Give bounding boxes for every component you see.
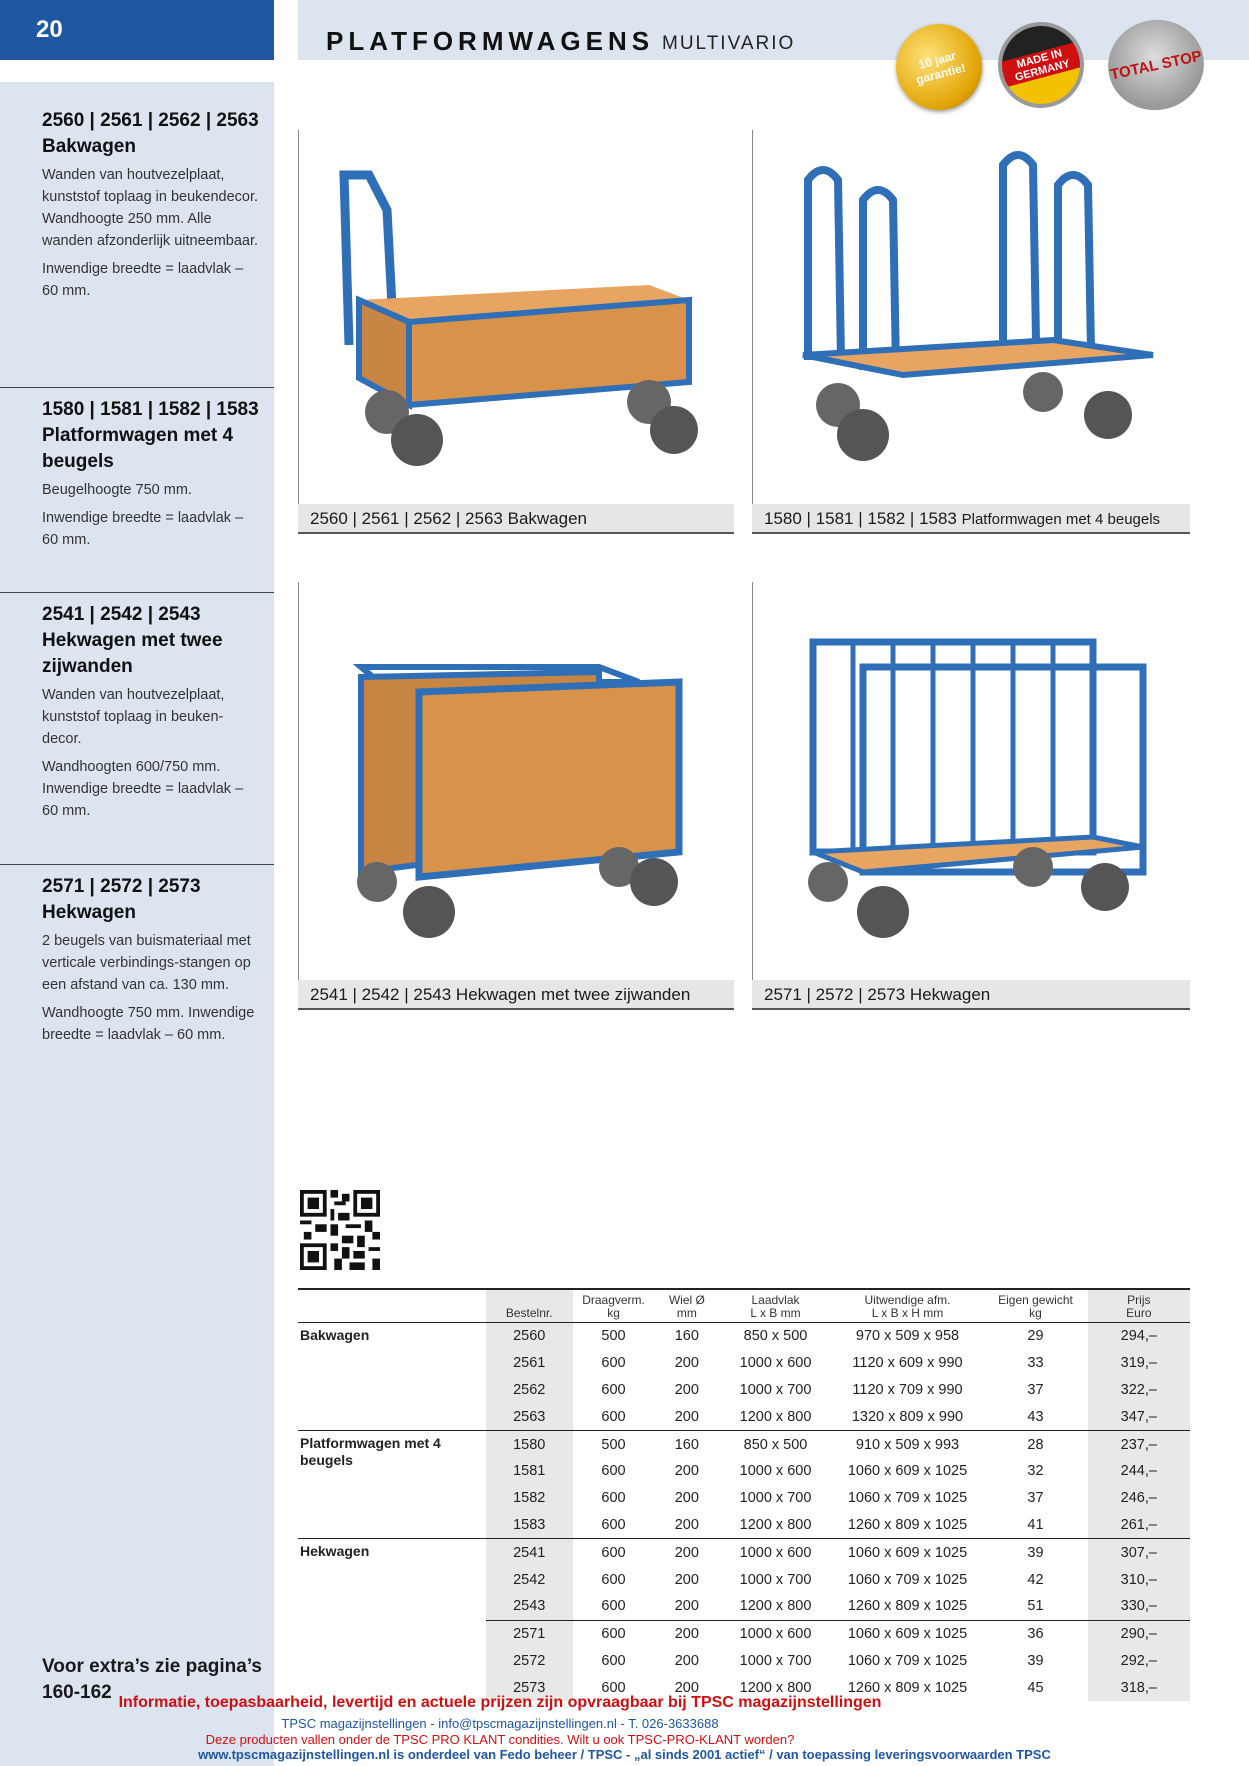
description-text: Beugelhoogte 750 mm. (42, 482, 192, 498)
cell-gewicht: 43 (1027, 1408, 1044, 1425)
cell-prijs: 319,– (1088, 1350, 1190, 1377)
cell-gewicht: 37 (1027, 1381, 1044, 1398)
cell-draagverm: 600 (601, 1516, 626, 1533)
cell-bestelnr: 2541 (486, 1539, 573, 1566)
cell-laadvlak: 1200 x 800 (739, 1598, 812, 1615)
description-text: Wanden van houtvezelplaat, kunststof toplaag in beuken-decor. (42, 687, 225, 747)
divider (0, 592, 274, 593)
photo-caption (298, 980, 734, 1010)
group-name: Platformwagen met 4 beugels (298, 1431, 486, 1539)
cell-wiel: 200 (674, 1381, 699, 1398)
sidebar-section-platformwagen (42, 397, 262, 557)
caption-name: Bakwagen (507, 509, 587, 528)
header-uitwendig: Uitwendige afm. L x B x H mm (832, 1289, 984, 1323)
total-stop-badge-icon: TOTAL STOP (1100, 11, 1213, 119)
table-row (298, 1431, 1190, 1458)
cell-uitwendig: 1260 x 809 x 1025 (847, 1598, 968, 1615)
section-name: Bakwagen (42, 136, 136, 157)
cell-bestelnr: 1582 (486, 1485, 573, 1512)
cell-prijs: 318,– (1088, 1674, 1190, 1701)
photo-caption (298, 504, 734, 534)
caption-name: Platformwagen met 4 beugels (961, 511, 1161, 528)
cell-wiel: 200 (674, 1598, 699, 1615)
cell-bestelnr: 1583 (486, 1512, 573, 1539)
cell-laadvlak: 1000 x 600 (739, 1355, 812, 1372)
cell-bestelnr: 2562 (486, 1377, 573, 1404)
divider (0, 864, 274, 865)
cell-laadvlak: 1000 x 700 (739, 1652, 812, 1669)
cell-uitwendig: 1060 x 609 x 1025 (832, 1539, 984, 1566)
specifications-table (298, 1288, 1190, 1701)
description-text: Wanden van houtvezelplaat, kunststof toplaag in beukendecor. Wandhoogte 250 mm. Alle wanden afzonderlijk uitneembaar. (42, 167, 259, 249)
group-name (298, 1620, 486, 1701)
cell-laadvlak: 1000 x 700 (739, 1381, 812, 1398)
cell-prijs: 246,– (1088, 1485, 1190, 1512)
cell-wiel: 200 (674, 1652, 699, 1669)
sidebar-section-hekwagen-zijwanden (42, 602, 262, 828)
cell-uitwendig: 910 x 509 x 993 (832, 1431, 984, 1458)
cell-prijs: 290,– (1088, 1620, 1190, 1647)
cell-prijs: 347,– (1088, 1403, 1190, 1430)
cell-prijs: 294,– (1088, 1323, 1190, 1350)
section-number: 1580 | 1581 | 1582 | 1583 (42, 399, 259, 420)
cell-bestelnr: 2542 (486, 1566, 573, 1593)
cell-uitwendig: 1260 x 809 x 1025 (847, 1516, 968, 1533)
cell-laadvlak: 1000 x 600 (719, 1539, 831, 1566)
cell-gewicht: 42 (1027, 1571, 1044, 1588)
photo-caption (752, 504, 1190, 534)
header-draagverm: Draagverm. kg (573, 1289, 655, 1323)
cell-draagverm: 500 (601, 1328, 626, 1345)
cell-bestelnr: 2543 (486, 1593, 573, 1620)
cell-prijs: 330,– (1088, 1593, 1190, 1620)
cell-wiel: 200 (654, 1620, 719, 1647)
photo-caption (752, 980, 1190, 1010)
cell-laadvlak: 1200 x 800 (739, 1679, 812, 1696)
cell-wiel: 200 (674, 1571, 699, 1588)
sidebar-footer-note: Voor extra’s zie pagina’s 160-162 (42, 1656, 262, 1703)
table-body (298, 1323, 1190, 1702)
cell-laadvlak: 1200 x 800 (739, 1516, 812, 1533)
header-bestelnr: Bestelnr. (486, 1289, 573, 1323)
cell-draagverm: 600 (601, 1381, 626, 1398)
group-header (298, 1289, 486, 1323)
footer-info-line: Informatie, toepasbaarheid, levertijd en actuele prijzen zijn opvraagbaar bij TPSC magazijnstellingen (118, 1694, 882, 1711)
caption-name: Hekwagen met twee zijwanden (455, 985, 691, 1004)
garantie-badge-icon: 10 jaar garantie! (886, 14, 991, 119)
header-wiel: Wiel Ø mm (654, 1289, 719, 1323)
cell-laadvlak: 850 x 500 (743, 1328, 808, 1345)
cell-gewicht: 39 (983, 1539, 1087, 1566)
cell-gewicht: 41 (1027, 1516, 1044, 1533)
cell-draagverm: 600 (601, 1355, 626, 1372)
cell-prijs: 322,– (1088, 1377, 1190, 1404)
cell-bestelnr: 1581 (486, 1458, 573, 1485)
cell-uitwendig: 1120 x 609 x 990 (852, 1355, 963, 1372)
cell-uitwendig: 1060 x 709 x 1025 (847, 1652, 968, 1669)
cell-wiel: 160 (654, 1431, 719, 1458)
cell-draagverm: 600 (601, 1490, 626, 1507)
cell-wiel: 200 (674, 1679, 699, 1696)
cell-draagverm: 600 (601, 1571, 626, 1588)
cell-bestelnr: 2572 (486, 1648, 573, 1675)
product-photo-hekwagen-zijwanden (298, 582, 735, 980)
group-name: Hekwagen (298, 1539, 486, 1620)
cell-gewicht: 51 (1027, 1598, 1044, 1615)
description-text: Wandhoogte 750 mm. Inwendige breedte = laadvlak – 60 mm. (42, 1005, 255, 1043)
table-header-row (298, 1289, 1190, 1323)
section-description (42, 930, 262, 1046)
cell-wiel: 200 (674, 1463, 699, 1480)
cell-uitwendig: 970 x 509 x 958 (855, 1328, 960, 1345)
cell-bestelnr: 1580 (486, 1431, 573, 1458)
section-description (42, 684, 262, 822)
section-name: Hekwagen (42, 902, 136, 923)
cell-wiel: 200 (654, 1539, 719, 1566)
cell-gewicht: 33 (1027, 1355, 1044, 1372)
cell-draagverm: 600 (601, 1652, 626, 1669)
section-description (42, 164, 262, 302)
cell-gewicht: 28 (983, 1431, 1087, 1458)
cell-uitwendig: 1060 x 709 x 1025 (847, 1571, 968, 1588)
cell-prijs: 261,– (1088, 1512, 1190, 1539)
cell-wiel: 200 (674, 1516, 699, 1533)
cell-laadvlak: 1200 x 800 (739, 1408, 812, 1425)
caption-number: 2560 | 2561 | 2562 | 2563 (310, 509, 503, 528)
cell-gewicht: 37 (1027, 1490, 1044, 1507)
cell-gewicht: 39 (1027, 1652, 1044, 1669)
header-prijs: Prijs Euro (1088, 1289, 1190, 1323)
footer-website-line[interactable]: www.tpscmagazijnstellingen.nl is onderdeel van Fedo beheer / TPSC - „al sinds 2001 actief“ / van toepassing leveringsvoorwaarden TPSC (198, 1747, 1051, 1762)
bakwagen-illustration (299, 130, 735, 504)
footer-contact-line[interactable]: TPSC magazijnstellingen - info@tpscmagazijnstellingen.nl - T. 026-3633688 (281, 1716, 719, 1731)
header-laadvlak: Laadvlak L x B mm (719, 1289, 831, 1323)
section-number: 2560 | 2561 | 2562 | 2563 (42, 110, 259, 131)
cell-uitwendig: 1060 x 609 x 1025 (847, 1463, 968, 1480)
cell-uitwendig: 1260 x 809 x 1025 (847, 1679, 968, 1696)
footer-pro-klant-line: Deze producten vallen onder de TPSC PRO KLANT condities. Wilt u ook TPSC-PRO-KLANT worden? (205, 1732, 795, 1747)
section-name: Hekwagen met twee zijwanden (42, 630, 223, 677)
divider (0, 387, 274, 388)
cell-laadvlak: 1000 x 700 (739, 1571, 812, 1588)
cell-draagverm: 600 (573, 1620, 655, 1647)
group-name: Bakwagen (300, 1327, 370, 1343)
cell-bestelnr: 2573 (486, 1674, 573, 1701)
platformwagen-illustration (753, 130, 1191, 504)
cell-prijs: 237,– (1088, 1431, 1190, 1458)
table-row (298, 1539, 1190, 1566)
caption-number: 2541 | 2542 | 2543 (310, 985, 452, 1004)
page-title: PLATFORMWAGENS (326, 26, 655, 56)
cell-draagverm: 600 (573, 1539, 655, 1566)
cell-wiel: 200 (674, 1408, 699, 1425)
table-row (298, 1620, 1190, 1647)
page-number: 20 (0, 0, 274, 60)
cell-prijs: 244,– (1088, 1458, 1190, 1485)
hekwagen-zijwanden-illustration (299, 582, 735, 980)
cell-bestelnr: 2571 (486, 1620, 573, 1647)
caption-name: Hekwagen (909, 985, 991, 1004)
header-gewicht: Eigen gewicht kg (983, 1289, 1087, 1323)
cell-laadvlak: 1000 x 600 (719, 1620, 831, 1647)
cell-prijs: 292,– (1088, 1648, 1190, 1675)
description-text: 2 beugels van buismateriaal met verticale verbindings-stangen op een afstand van ca. 130 mm. (42, 933, 251, 993)
qr-code-icon[interactable] (300, 1190, 380, 1270)
hekwagen-illustration (753, 582, 1191, 980)
cell-prijs: 310,– (1088, 1566, 1190, 1593)
cell-prijs: 307,– (1088, 1539, 1190, 1566)
cell-draagverm: 600 (601, 1679, 626, 1696)
description-text: Inwendige breedte = laadvlak – 60 mm. (42, 510, 244, 548)
cell-gewicht: 29 (1027, 1328, 1044, 1345)
made-in-germany-badge-icon: MADE IN GERMANY (988, 12, 1093, 117)
sidebar-section-bakwagen (42, 108, 262, 308)
cell-uitwendig: 1060 x 709 x 1025 (847, 1490, 968, 1507)
section-number: 2541 | 2542 | 2543 (42, 604, 201, 625)
cell-gewicht: 32 (1027, 1463, 1044, 1480)
cell-draagverm: 600 (601, 1463, 626, 1480)
product-photo-bakwagen (298, 130, 735, 504)
section-description (42, 479, 262, 551)
cell-bestelnr: 2563 (486, 1403, 573, 1430)
description-text: Inwendige breedte = laadvlak – 60 mm. (42, 261, 244, 299)
cell-draagverm: 600 (601, 1408, 626, 1425)
cell-bestelnr: 2560 (486, 1323, 573, 1350)
cell-wiel: 200 (674, 1490, 699, 1507)
product-photo-hekwagen (752, 582, 1191, 980)
cell-laadvlak: 850 x 500 (719, 1431, 831, 1458)
section-number: 2571 | 2572 | 2573 (42, 876, 201, 897)
sidebar-section-hekwagen (42, 874, 262, 1052)
cell-laadvlak: 1000 x 700 (739, 1490, 812, 1507)
cell-draagverm: 600 (601, 1598, 626, 1615)
cell-wiel: 160 (674, 1328, 699, 1345)
caption-number: 2571 | 2572 | 2573 (764, 985, 906, 1004)
page-subtitle: MULTIVARIO (662, 33, 796, 54)
cell-uitwendig: 1120 x 709 x 990 (852, 1381, 963, 1398)
cell-uitwendig: 1060 x 609 x 1025 (832, 1620, 984, 1647)
cell-draagverm: 500 (573, 1431, 655, 1458)
cell-wiel: 200 (674, 1355, 699, 1372)
cell-bestelnr: 2561 (486, 1350, 573, 1377)
cell-gewicht: 45 (1027, 1679, 1044, 1696)
caption-number: 1580 | 1581 | 1582 | 1583 (764, 509, 957, 528)
cell-gewicht: 36 (983, 1620, 1087, 1647)
cell-uitwendig: 1320 x 809 x 990 (851, 1408, 964, 1425)
product-photo-platformwagen (752, 130, 1191, 504)
description-text: Wandhoogten 600/750 mm. Inwendige breedte = laadvlak – 60 mm. (42, 759, 244, 819)
cell-laadvlak: 1000 x 600 (739, 1463, 812, 1480)
section-name: Platformwagen met 4 beugels (42, 425, 234, 472)
table-row (298, 1323, 1190, 1350)
